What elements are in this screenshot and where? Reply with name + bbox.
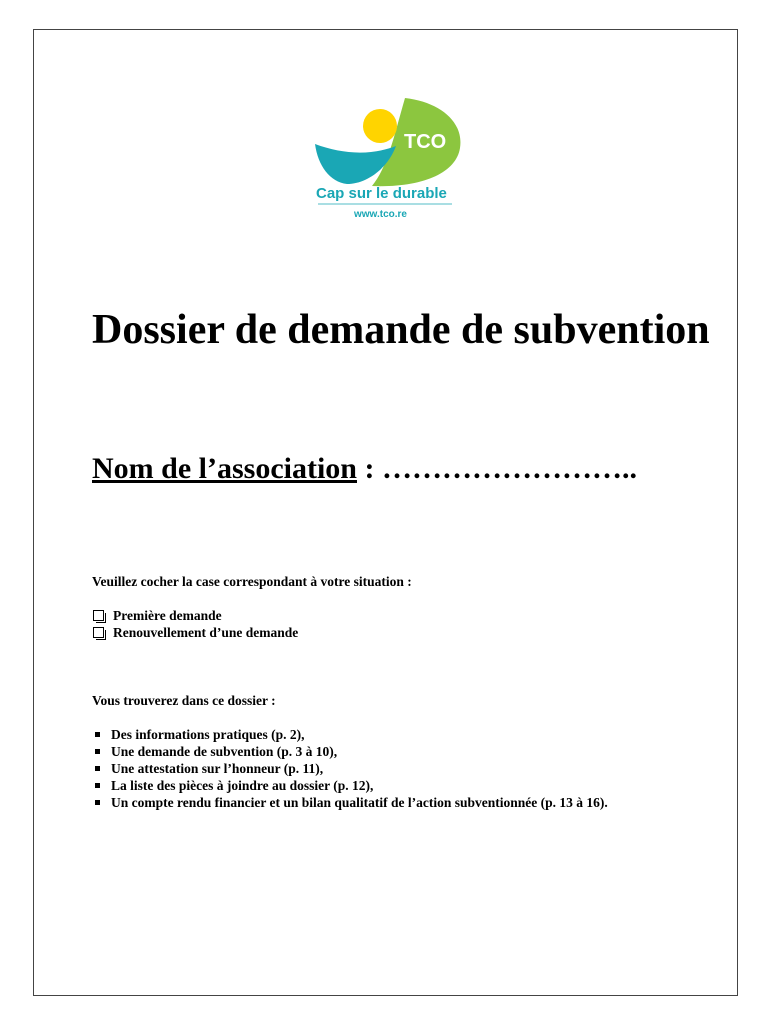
list-item: Des informations pratiques (p. 2), — [92, 726, 608, 743]
checkbox-icon[interactable] — [93, 610, 104, 621]
contents-list — [92, 726, 608, 811]
logo-brand: TCO — [404, 131, 447, 153]
list-item: Un compte rendu financier et un bilan qualitatif de l’action subventionnée (p. 13 à 16). — [92, 794, 608, 811]
page-title: Dossier de demande de subvention — [92, 307, 710, 353]
list-item: Une demande de subvention (p. 3 à 10), — [92, 743, 608, 760]
checkbox-label: Première demande — [113, 608, 222, 623]
situation-checkboxes — [92, 607, 298, 641]
bullet-icon — [95, 783, 100, 788]
checkbox-label: Renouvellement d’une demande — [113, 625, 299, 640]
association-label: Nom de l’association — [92, 452, 357, 485]
bullet-icon — [95, 732, 100, 737]
instruction-text: Veuillez cocher la case correspondant à votre situation : — [92, 574, 412, 589]
checkbox-item[interactable] — [92, 607, 298, 624]
checkbox-icon[interactable] — [93, 627, 104, 638]
checkbox-item[interactable] — [92, 624, 298, 641]
list-item: La liste des pièces à joindre au dossier (p. 12), — [92, 777, 608, 794]
contents-intro: Vous trouverez dans ce dossier : — [92, 693, 276, 708]
association-dots[interactable]: …………………….. — [382, 452, 637, 485]
list-item: Une attestation sur l’honneur (p. 11), — [92, 760, 608, 777]
bullet-icon — [95, 749, 100, 754]
tco-logo — [312, 96, 462, 221]
association-separator: : — [357, 452, 382, 485]
bullet-icon — [95, 800, 100, 805]
logo-tagline: Cap sur le durable — [316, 185, 447, 202]
association-name-line — [92, 452, 637, 486]
bullet-icon — [95, 766, 100, 771]
logo-url: www.tco.re — [354, 209, 407, 220]
